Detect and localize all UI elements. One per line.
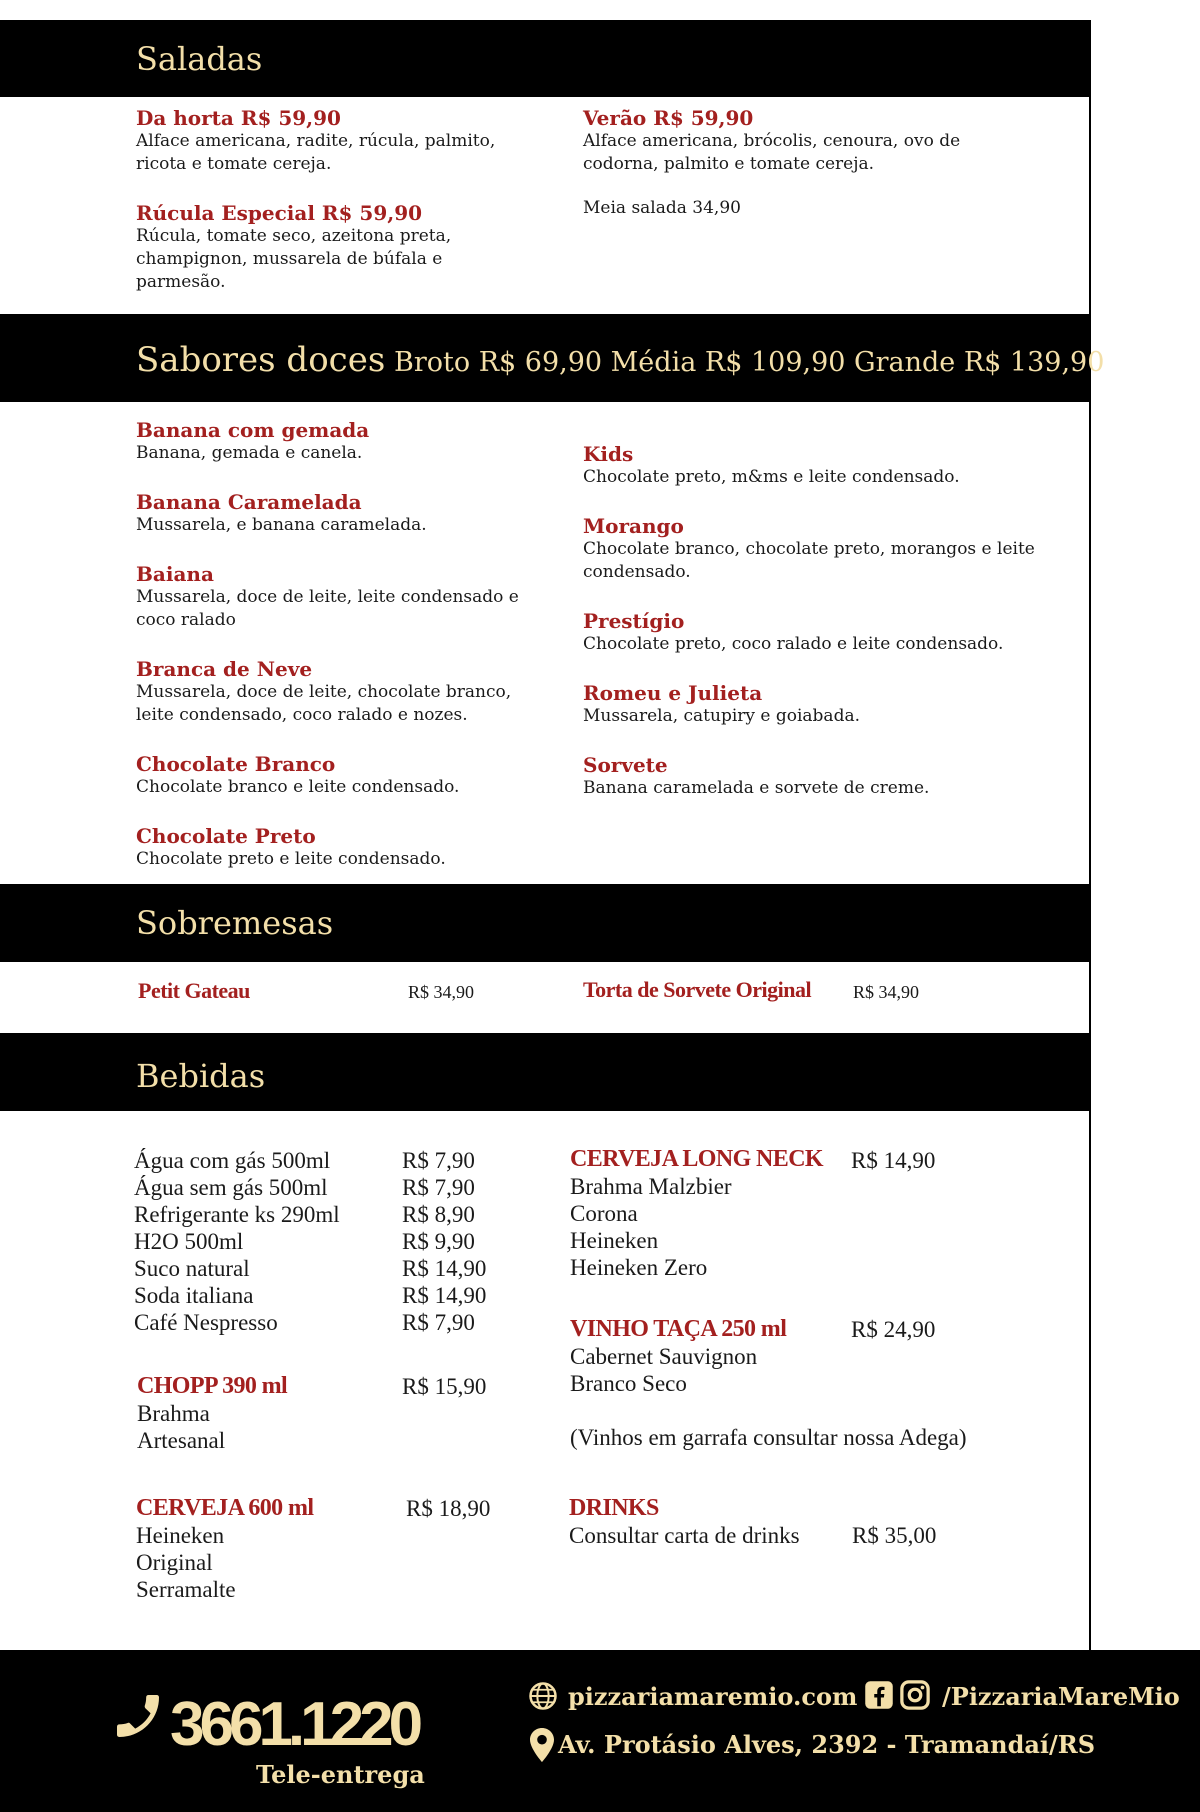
item-desc: Alface americana, brócolis, cenoura, ovo de xyxy=(583,131,961,151)
menu-item xyxy=(136,657,511,727)
social-handle[interactable]: /PizzariaMareMio xyxy=(942,1682,1180,1711)
menu-item xyxy=(583,609,1003,656)
drink-price: R$ 14,90 xyxy=(402,1283,487,1308)
dessert-name: Torta de Sorvete Original xyxy=(583,977,812,1002)
item-name: Da horta R$ 59,90 xyxy=(136,106,341,130)
drink-price: R$ 7,90 xyxy=(402,1148,475,1173)
menu-item xyxy=(583,681,860,728)
footer xyxy=(0,1650,1200,1812)
item-desc: Banana, gemada e canela. xyxy=(136,443,363,463)
item-name: Verão R$ 59,90 xyxy=(583,106,754,130)
item-name: Chocolate Preto xyxy=(136,824,316,848)
longneck-price: R$ 14,90 xyxy=(851,1148,936,1173)
delivery-label: Tele-entrega xyxy=(256,1760,425,1789)
drink-name: Branco Seco xyxy=(570,1371,687,1396)
group-title: CERVEJA 600 ml xyxy=(136,1495,314,1521)
menu-item xyxy=(583,106,960,176)
menu-item xyxy=(583,753,929,800)
menu-item xyxy=(136,752,459,799)
item-desc: coco ralado xyxy=(136,610,236,630)
item-desc: Mussarela, doce de leite, chocolate branco, xyxy=(136,682,512,702)
item-name: Banana com gemada xyxy=(136,418,370,442)
drink-name: Soda italiana xyxy=(134,1283,254,1308)
item-desc: parmesão. xyxy=(136,272,226,292)
saladas-header xyxy=(0,20,1090,97)
drink-name: Corona xyxy=(570,1201,638,1226)
drink-name: Água sem gás 500ml xyxy=(134,1175,328,1200)
item-name: Prestígio xyxy=(583,609,685,633)
sobremesas-header xyxy=(0,884,1090,962)
section-title: Sabores doces xyxy=(136,340,386,380)
simple-drinks-list xyxy=(134,1147,340,1336)
item-desc: champignon, mussarela de búfala e xyxy=(136,249,443,269)
drink-name: Artesanal xyxy=(137,1428,226,1453)
drink-name: Brahma Malzbier xyxy=(570,1174,732,1199)
item-name: Branca de Neve xyxy=(136,657,313,681)
group-title: CHOPP 390 ml xyxy=(137,1373,288,1399)
item-name: Morango xyxy=(583,514,684,538)
item-name: Baiana xyxy=(136,562,214,586)
drink-price: R$ 8,90 xyxy=(402,1202,475,1227)
simple-drinks-prices xyxy=(402,1147,486,1336)
item-name: Banana Caramelada xyxy=(136,490,362,514)
drink-name: Água com gás 500ml xyxy=(134,1148,331,1173)
menu-item xyxy=(136,418,369,465)
bebidas-header xyxy=(0,1033,1090,1111)
section-title: Sobremesas xyxy=(136,904,334,942)
item-desc: Chocolate preto e leite condensado. xyxy=(136,849,446,869)
group-title: DRINKS xyxy=(569,1495,659,1521)
menu-item xyxy=(583,442,960,489)
longneck-group xyxy=(570,1145,823,1281)
item-name: Rúcula Especial R$ 59,90 xyxy=(136,201,423,225)
vinho-group xyxy=(570,1315,786,1397)
item-desc: codorna, palmito e tomate cereja. xyxy=(583,154,875,174)
section-title: Saladas xyxy=(136,40,263,78)
drink-name: Consultar carta de drinks xyxy=(569,1523,800,1548)
drink-price: R$ 9,90 xyxy=(402,1229,475,1254)
drink-name: Cabernet Sauvignon xyxy=(570,1344,758,1369)
menu-item xyxy=(136,106,495,176)
menu-item xyxy=(136,562,519,632)
cerveja600-group xyxy=(136,1494,313,1603)
drink-price: R$ 7,90 xyxy=(402,1175,475,1200)
item-desc: Mussarela, catupiry e goiabada. xyxy=(583,706,860,726)
item-name: Sorvete xyxy=(583,753,668,777)
globe-icon xyxy=(528,1681,558,1715)
menu-item xyxy=(136,824,446,871)
drink-name: Heineken xyxy=(570,1228,659,1253)
drinks-group xyxy=(569,1494,800,1549)
drink-price: R$ 7,90 xyxy=(402,1310,475,1335)
instagram-icon[interactable] xyxy=(900,1680,930,1714)
group-title: VINHO TAÇA 250 ml xyxy=(570,1316,787,1342)
doces-header xyxy=(0,314,1105,402)
chopp-group xyxy=(137,1372,287,1454)
item-desc: ricota e tomate cereja. xyxy=(136,154,332,174)
menu-item xyxy=(583,514,1035,584)
chopp-price: R$ 15,90 xyxy=(402,1374,487,1399)
drink-name: Heineken xyxy=(136,1523,225,1548)
wine-bottle-note: (Vinhos em garrafa consultar nossa Adega) xyxy=(570,1425,967,1450)
dessert-price: R$ 34,90 xyxy=(853,982,920,1002)
website-link[interactable]: pizzariamaremio.com xyxy=(568,1682,858,1711)
drink-name: Original xyxy=(136,1550,213,1575)
phone-number[interactable]: 3661.1220 xyxy=(170,1690,419,1759)
drink-name: Suco natural xyxy=(134,1256,250,1281)
address: Av. Protásio Alves, 2392 - Tramandaí/RS xyxy=(558,1730,1096,1759)
item-desc: Banana caramelada e sorvete de creme. xyxy=(583,778,930,798)
page-border-line xyxy=(1089,20,1091,1650)
item-desc: Mussarela, doce de leite, leite condensado e xyxy=(136,587,519,607)
item-desc: Rúcula, tomate seco, azeitona preta, xyxy=(136,226,452,246)
item-desc: Alface americana, radite, rúcula, palmito, xyxy=(136,131,496,151)
drink-name: Heineken Zero xyxy=(570,1255,708,1280)
drinks-price: R$ 35,00 xyxy=(852,1523,937,1548)
item-desc: Mussarela, e banana caramelada. xyxy=(136,515,427,535)
item-name: Romeu e Julieta xyxy=(583,681,763,705)
item-desc: leite condensado, coco ralado e nozes. xyxy=(136,705,468,725)
dessert-name: Petit Gateau xyxy=(138,978,250,1003)
drink-price: R$ 14,90 xyxy=(402,1256,487,1281)
phone-icon xyxy=(110,1688,166,1748)
cerveja600-price: R$ 18,90 xyxy=(406,1496,491,1521)
drink-name: H2O 500ml xyxy=(134,1229,244,1254)
half-salad-note: Meia salada 34,90 xyxy=(583,198,741,218)
section-title: Bebidas xyxy=(136,1057,266,1095)
item-desc: Chocolate branco, chocolate preto, morangos e leite xyxy=(583,539,1035,559)
group-title: CERVEJA LONG NECK xyxy=(570,1146,823,1172)
drink-name: Café Nespresso xyxy=(134,1310,278,1335)
drink-name: Serramalte xyxy=(136,1577,236,1602)
facebook-icon[interactable] xyxy=(864,1680,894,1714)
drink-name: Refrigerante ks 290ml xyxy=(134,1202,340,1227)
location-pin-icon xyxy=(530,1728,554,1766)
menu-item xyxy=(136,490,427,537)
dessert-price: R$ 34,90 xyxy=(408,982,475,1002)
item-desc: condensado. xyxy=(583,562,691,582)
size-prices: Broto R$ 69,90 Média R$ 109,90 Grande R$ 139,90 xyxy=(394,347,1105,378)
item-desc: Chocolate preto, coco ralado e leite condensado. xyxy=(583,634,1004,654)
item-name: Chocolate Branco xyxy=(136,752,336,776)
drink-name: Brahma xyxy=(137,1401,210,1426)
item-desc: Chocolate preto, m&ms e leite condensado. xyxy=(583,467,960,487)
item-desc: Chocolate branco e leite condensado. xyxy=(136,777,460,797)
item-name: Kids xyxy=(583,442,634,466)
menu-item xyxy=(136,201,451,294)
vinho-price: R$ 24,90 xyxy=(851,1317,936,1342)
